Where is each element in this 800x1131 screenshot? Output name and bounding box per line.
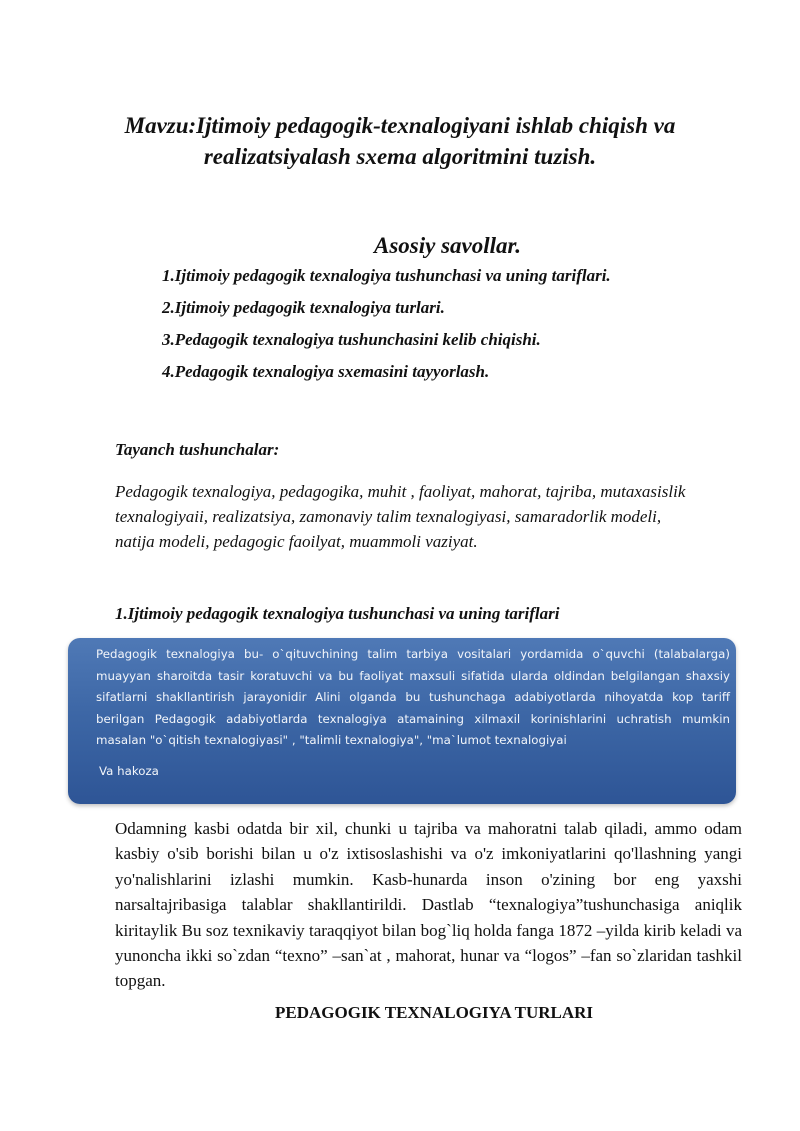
document-title: Mavzu:Ijtimoiy pedagogik-texnalogiyani ishlab chiqish va realizatsiyalash sxema algoritmini tuzish. bbox=[124, 113, 676, 169]
callout-etc: Va hakoza bbox=[99, 763, 159, 778]
body-paragraph: Odamning kasbi odatda bir xil, chunki u tajriba va mahoratni talab qiladi, ammo odam kasbiy o'sib borishi bilan u o'z ixtisoslashishi va o'z imkoniyatlarini qo'llashning yangi yo'nalishlarini izlashi mumkin. Kasb-hunarda inson o'zining bor eng yaxshi narsaltajribasiga talablar shakllantirildi. Dastlab “texnalogiya”tushunchasiga aniqlik kiritaylik Bu soz texnikaviy taraqqiyot bilan bog`liq holda fanga 1872 –yilda kirib keladi va yunoncha ikki so`zdan “texno” –san`at , mahorat, hunar va “logos” –fan so`zlaridan tashkil topgan. bbox=[115, 819, 742, 991]
next-section-heading: PEDAGOGIK TEXNALOGIYA TURLARI bbox=[275, 1003, 594, 1022]
concepts-text: Pedagogik texnalogiya, pedagogika, muhit , faoliyat, mahorat, tajriba, mutaxasislik texnalogiyaii, realizatsiya, zamonaviy talim texnalogiyasi, samaradorlik modeli, natija modeli, pedagogic faoilyat, muammoli vaziyat. bbox=[115, 482, 686, 551]
questions-heading: Asosiy savollar. bbox=[374, 233, 521, 258]
definition-callout bbox=[68, 638, 736, 804]
section-heading: 1.Ijtimoiy pedagogik texnalogiya tushunchasi va uning tariflari bbox=[115, 604, 560, 623]
question-item: 1.Ijtimoiy pedagogik texnalogiya tushunchasi va uning tariflari. bbox=[162, 266, 611, 285]
question-item: 4.Pedagogik texnalogiya sxemasini tayyorlash. bbox=[162, 362, 490, 381]
callout-text: Pedagogik texnalogiya bu- o`qituvchining talim tarbiya vositalari yordamida o`quvchi (talabalarga) muayyan sharoitda tasir koratuvchi va bu faoliyat maxsuli sifatida ularda oldindan belgilangan shaxsiy sifatlarni shakllantirish jarayonidir Alini olganda bu tushunchaga adabiyotlarda nihoyatda kop tariff berilgan Pedagogik adabiyotlarda texnalogiya atamaining xilmaxil korinishlarini uchratish mumkin masalan "o`qitish texnalogiyasi" , "talimli texnalogiya", "ma`lumot texnalogiyai bbox=[96, 647, 730, 747]
questions-list bbox=[162, 264, 611, 392]
question-item: 2.Ijtimoiy pedagogik texnalogiya turlari. bbox=[162, 298, 445, 317]
concepts-heading: Tayanch tushunchalar: bbox=[115, 440, 280, 459]
question-item: 3.Pedagogik texnalogiya tushunchasini kelib chiqishi. bbox=[162, 330, 541, 349]
